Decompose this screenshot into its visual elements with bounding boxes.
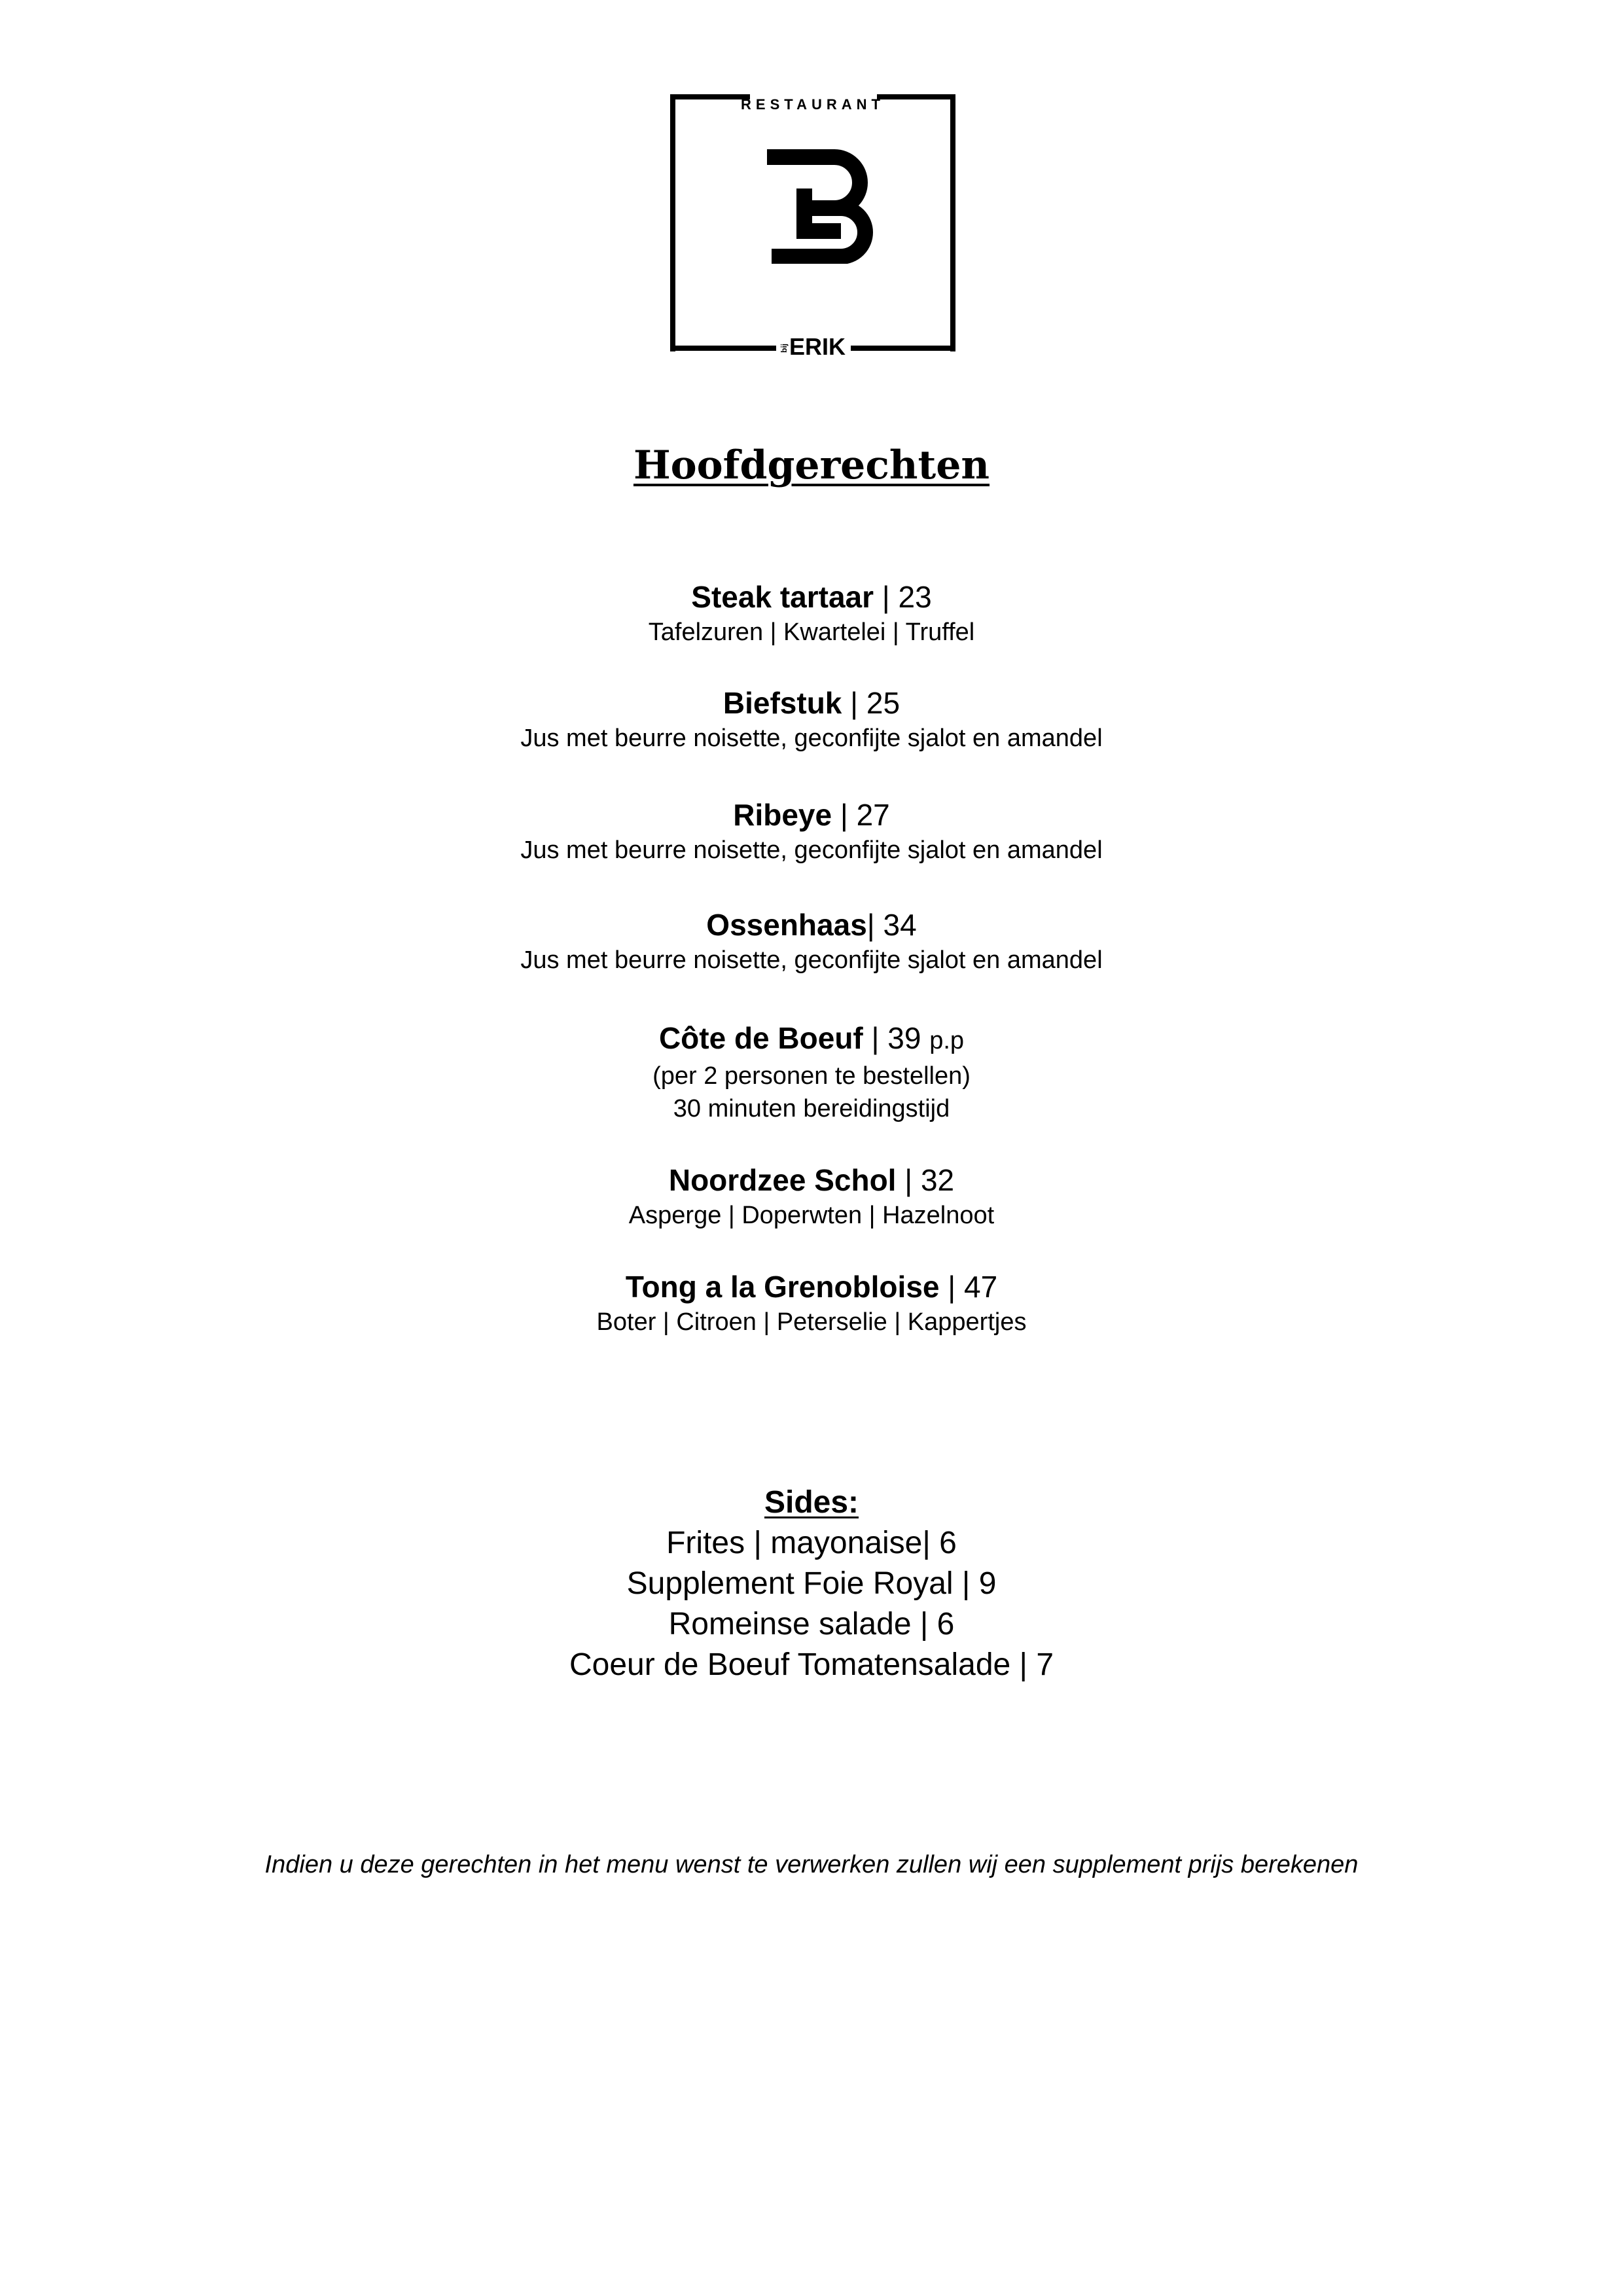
menu-item: [0, 796, 1623, 867]
menu-item: [0, 1161, 1623, 1232]
menu-item: [0, 684, 1623, 755]
page-title: Hoofdgerechten: [633, 442, 990, 488]
sides-title: Sides:: [764, 1485, 859, 1520]
dish-name: Noordzee Schol: [668, 1163, 897, 1197]
dish-description: Asperge | Doperwten | Hazelnoot: [628, 1202, 995, 1229]
dish-price: | 39: [871, 1021, 921, 1055]
menu-item: [0, 1268, 1623, 1338]
dish-description: Tafelzuren | Kwartelei | Truffel: [648, 619, 975, 646]
dish-name: Ribeye: [733, 798, 832, 832]
dish-price: | 25: [850, 686, 901, 720]
dish-price: | 34: [866, 908, 917, 942]
side-item: Frites | mayonaise| 6: [666, 1526, 957, 1560]
dish-price: | 32: [904, 1163, 955, 1197]
menu-item: [0, 1019, 1623, 1125]
dish-price: | 27: [840, 798, 890, 832]
side-item: Romeinse salade | 6: [668, 1607, 955, 1641]
side-item: Supplement Foie Royal | 9: [626, 1566, 997, 1601]
menu-item: [0, 906, 1623, 977]
dish-price-unit: p.p: [929, 1027, 965, 1054]
logo-bij-erik: [669, 334, 957, 360]
sides-section: [0, 1482, 1623, 1685]
logo-bij-text: bij: [779, 344, 789, 353]
dish-description: Jus met beurre noisette, geconfijte sjalot en amandel: [520, 946, 1103, 974]
logo-erik-text: ERIK: [789, 333, 846, 360]
dish-name: Côte de Boeuf: [658, 1021, 863, 1055]
menu-item: [0, 578, 1623, 649]
logo-b-mark: [764, 149, 885, 264]
dish-description: Jus met beurre noisette, geconfijte sjalot en amandel: [520, 836, 1103, 864]
side-item: Coeur de Boeuf Tomatensalade | 7: [569, 1647, 1054, 1682]
dish-name: Steak tartaar: [691, 580, 874, 614]
restaurant-logo: [669, 94, 957, 360]
dish-description: Boter | Citroen | Peterselie | Kappertjes: [596, 1308, 1027, 1336]
dish-name: Ossenhaas: [706, 908, 867, 942]
supplement-footnote: Indien u deze gerechten in het menu wenst te verwerken zullen wij een supplement prijs berekenen: [264, 1851, 1359, 1878]
dish-description: Jus met beurre noisette, geconfijte sjalot en amandel: [520, 725, 1103, 752]
dish-price: | 47: [948, 1270, 998, 1304]
dish-name: Biefstuk: [722, 686, 842, 720]
dish-description: (per 2 personen te bestellen): [652, 1062, 971, 1090]
logo-restaurant-text: RESTAURANT: [741, 96, 885, 113]
dish-price: | 23: [882, 580, 932, 614]
dish-name: Tong a la Grenobloise: [625, 1270, 940, 1304]
dish-description: 30 minuten bereidingstijd: [673, 1095, 950, 1122]
